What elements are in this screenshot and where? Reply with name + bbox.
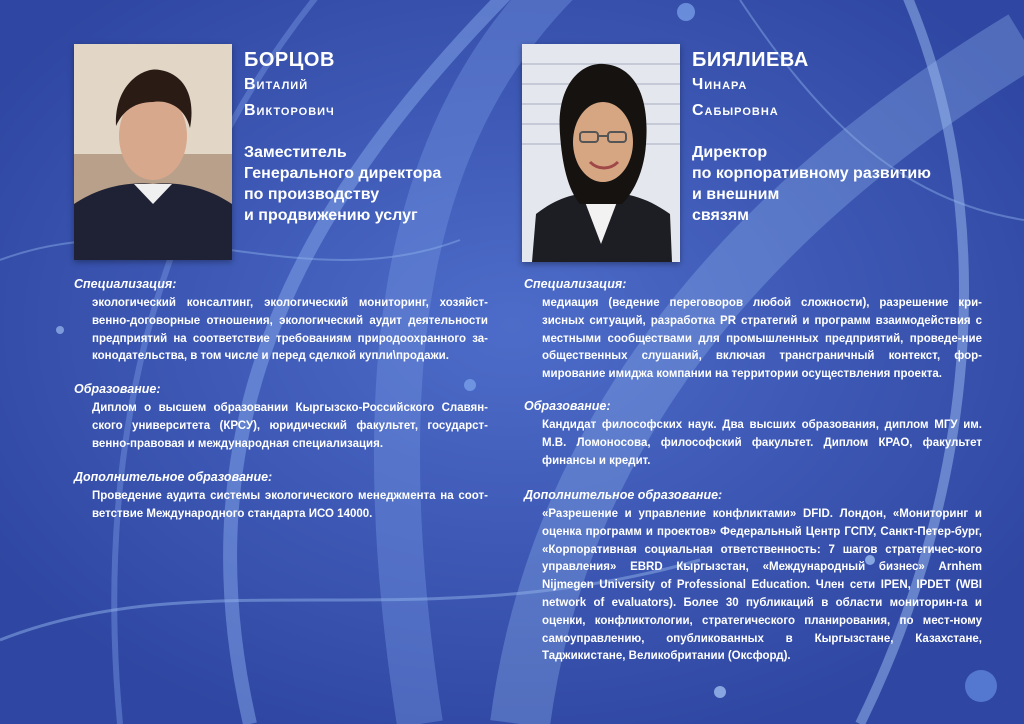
job-title-line: Генерального директора — [244, 165, 442, 182]
section-title: Дополнительное образование: — [74, 470, 273, 484]
section-title: Специализация: — [74, 277, 177, 291]
patronymic: Сабыровна — [692, 102, 779, 119]
section-text: «Разрешение и управление конфликтами» DFID. Лондон, «Мониторинг и оценка программ и проектов» Федеральный Центр ГСПУ, Санкт-Петер-бург, «Корпоративная социальная ответственность: 7 шагов стратегичес-кого управления» EBRD Кыргызстан, «Международный бизнес» Arnhem Nijmegen University of Professional Education. Член сети IPEN, IPDET (WBI network of evaluators). Более 30 публикаций в области мониторин-га и оценки, конфликтологии, стратегического планирования, по мест-ному самоуправлению, опубликованных в Кыргызстане, Казахстане, Таджикистане, Великобритании (Оксфорд). — [542, 508, 982, 663]
section-text: Кандидат философских наук. Два высших образования, диплом МГУ им. М.В. Ломоносова, философский факультет. Диплом КРАО, факультет финансы и кредит. — [542, 419, 982, 467]
person-photo-biyalieva — [522, 44, 680, 262]
person-photo-icon — [522, 44, 680, 262]
section-title: Образование: — [74, 382, 161, 396]
specialization-section — [524, 277, 982, 384]
education-section — [74, 382, 488, 453]
specialization-section — [74, 277, 488, 366]
additional-education-section — [74, 470, 488, 524]
job-title-line: Директор — [692, 144, 768, 161]
name-block — [244, 48, 534, 226]
section-text: Проведение аудита системы экологического менеджмента на соот-ветствие Международного стандарта ИСО 14000. — [92, 490, 488, 520]
job-title-line: и продвижению услуг — [244, 207, 418, 224]
section-title: Дополнительное образование: — [524, 488, 723, 502]
additional-education-section — [524, 488, 982, 666]
section-title: Образование: — [524, 399, 611, 413]
first-name: Виталий — [244, 76, 309, 93]
job-title — [692, 142, 982, 226]
section-text: экологический консалтинг, экологический мониторинг, хозяйст-венно-договорные отношения, экологический аудит деятельности предприятий на соответствие требованиям природоохранного за-конодательства, в том числе и перед сделкой купли\продажи. — [92, 297, 488, 363]
section-text: Диплом о высшем образовании Кыргызско-Российского Славян-ского университета (КРСУ), юридический факультет, государст-венно-правовая и международная специализация. — [92, 402, 488, 450]
job-title-line: и внешним — [692, 186, 780, 203]
patronymic: Викторович — [244, 102, 335, 119]
surname: БОРЦОВ — [244, 49, 335, 71]
job-title-line: по производству — [244, 186, 380, 203]
job-title-line: по корпоративному развитию — [692, 165, 931, 182]
person-photo-bortsov — [74, 44, 232, 260]
job-title — [244, 142, 534, 226]
job-title-line: Заместитель — [244, 144, 347, 161]
first-name: Чинара — [692, 76, 748, 93]
education-section — [524, 399, 982, 470]
section-text: медиация (ведение переговоров любой сложности), разрешение кри-зисных ситуаций, разработка PR стратегий и программ взаимодействия с местными сообществами для промышленных предприятий, проведе-ние общественных слушаний, включая трансграничный контекст, фор-мирование имиджа компании на территории осуществления проекта. — [542, 297, 982, 381]
name-block — [692, 48, 982, 226]
job-title-line: связям — [692, 207, 749, 224]
surname: БИЯЛИЕВА — [692, 49, 809, 71]
section-title: Специализация: — [524, 277, 627, 291]
person-photo-icon — [74, 44, 232, 260]
